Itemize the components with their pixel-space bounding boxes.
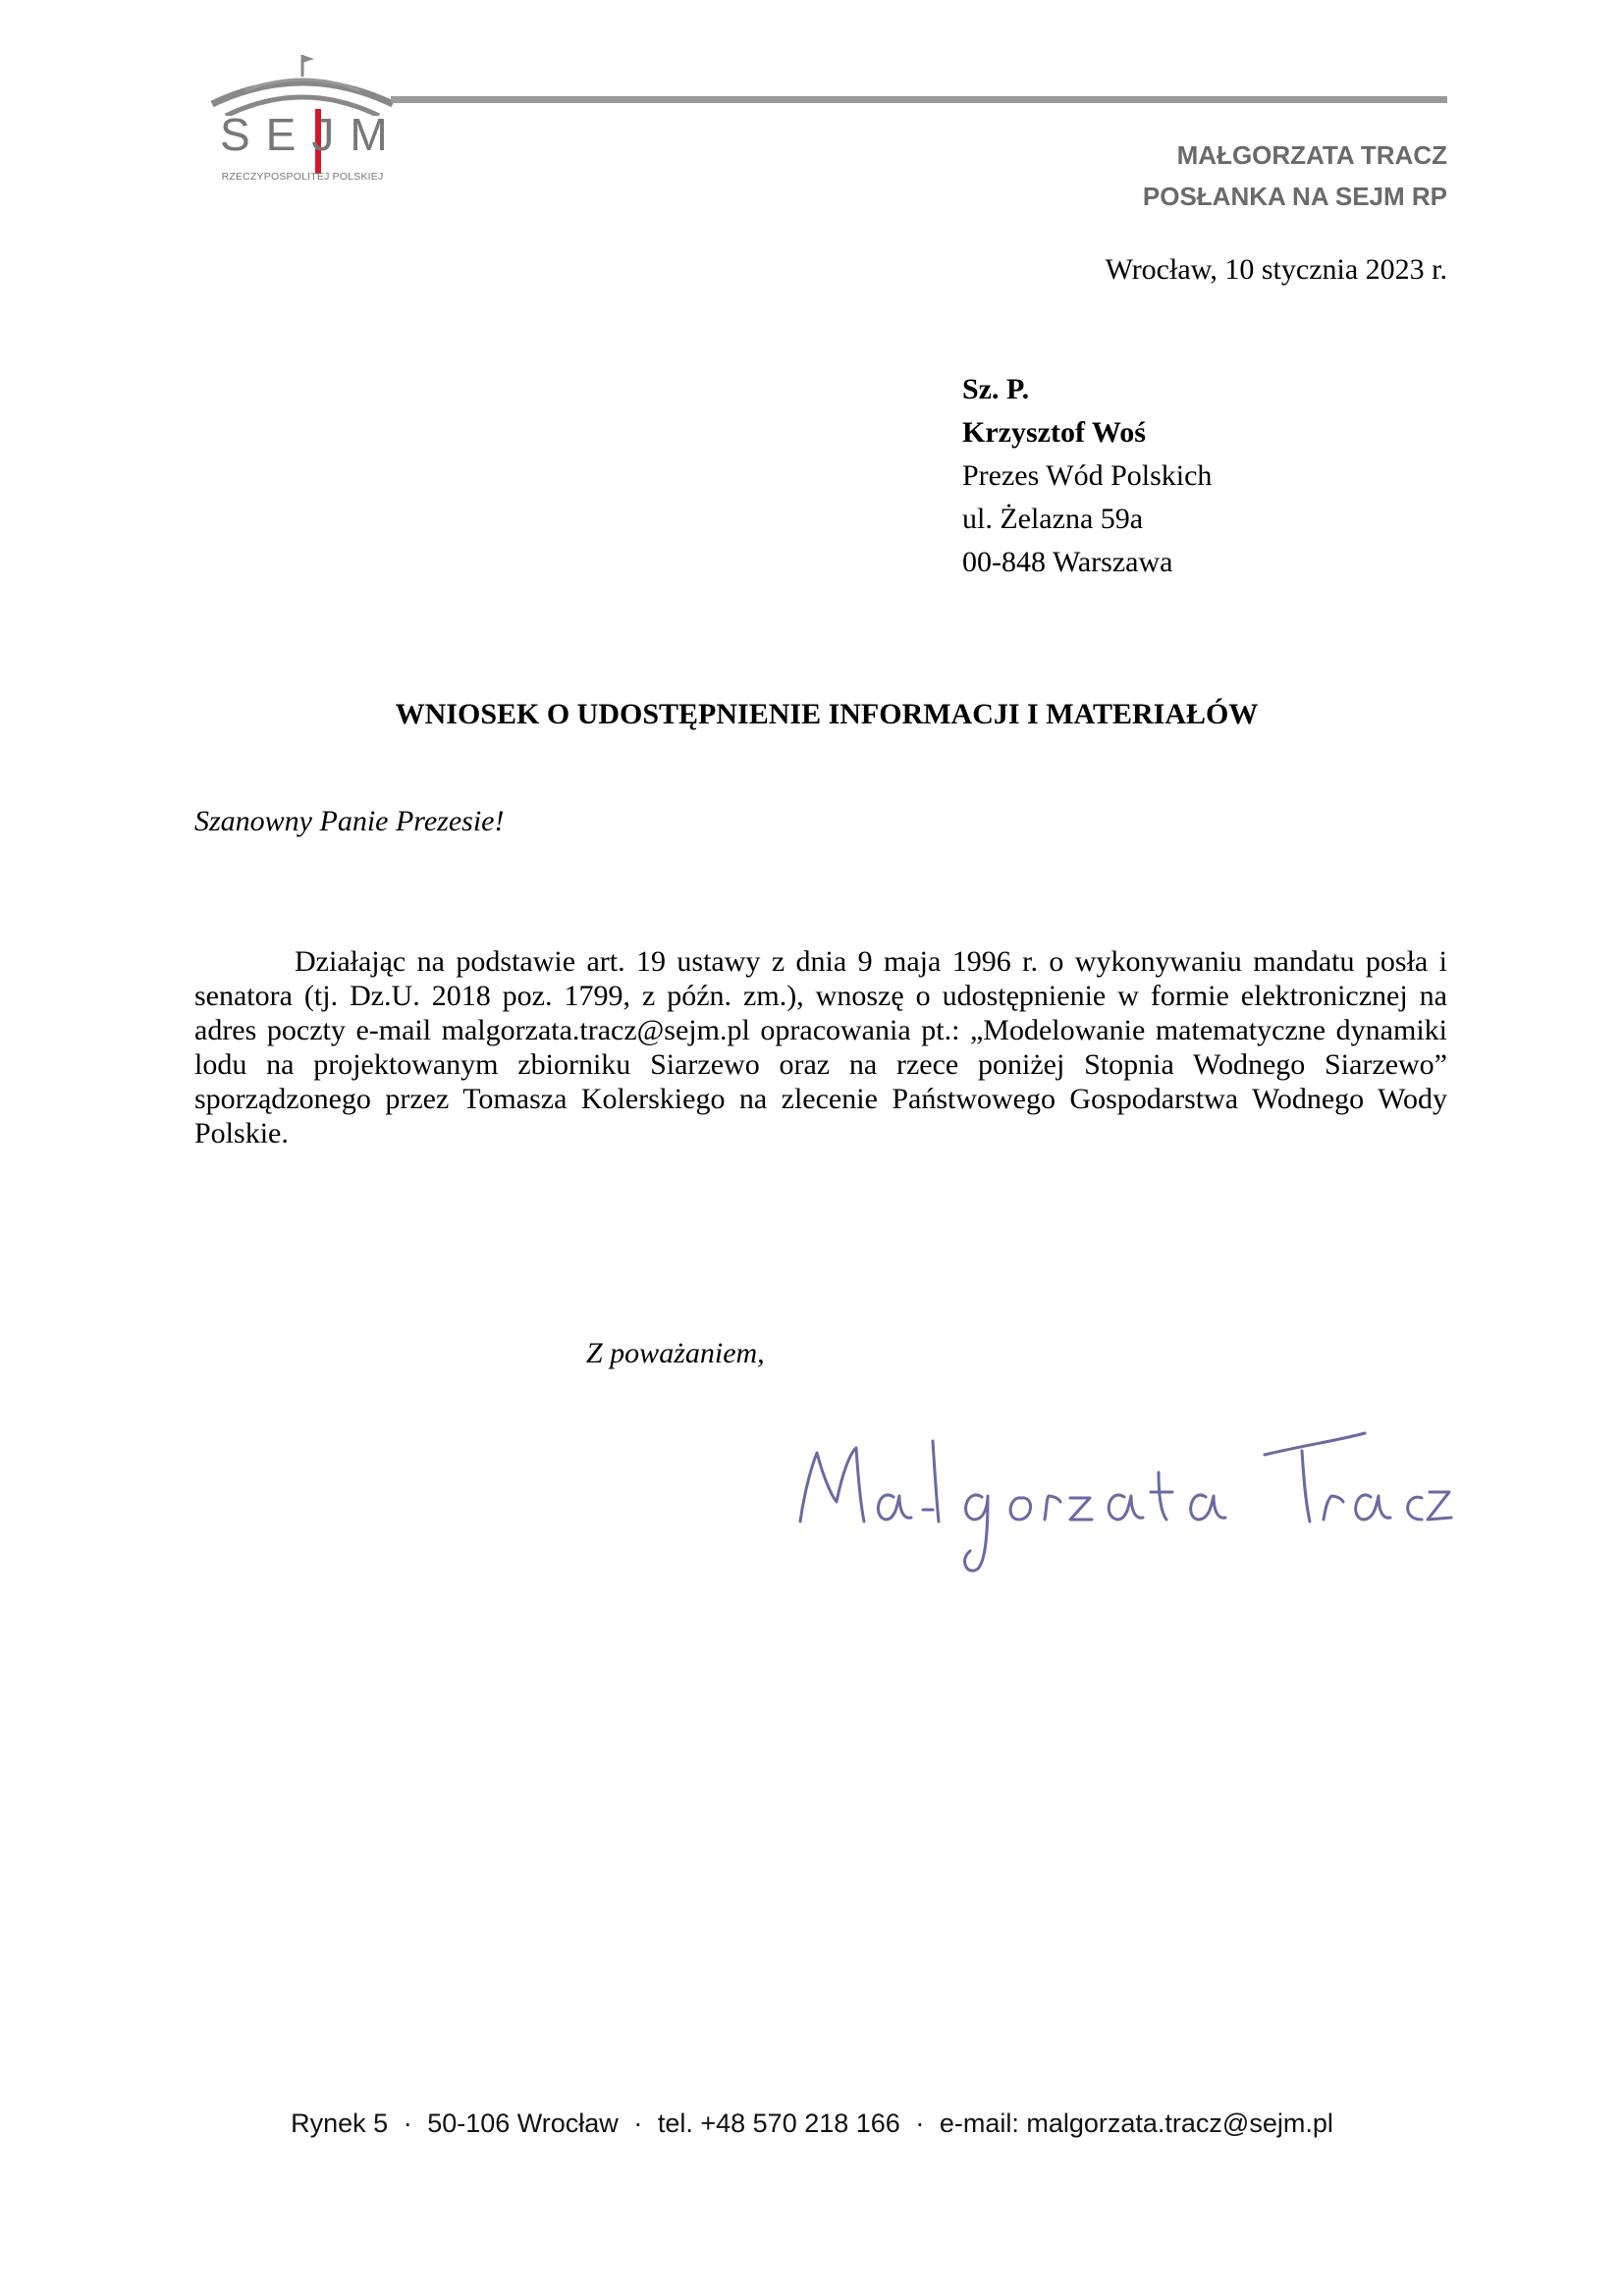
- recipient-prefix: Sz. P.: [962, 373, 1030, 405]
- recipient-name: Krzysztof Woś: [962, 416, 1146, 449]
- author-name: MAŁGORZATA TRACZ: [1176, 140, 1447, 170]
- footer-contact: [0, 2109, 1624, 2139]
- salutation: Szanowny Panie Prezesie!: [194, 805, 505, 837]
- footer-phone: tel. +48 570 218 166: [657, 2109, 900, 2138]
- author-block: [1143, 134, 1447, 217]
- author-title: POSŁANKA NA SEJM RP: [1142, 182, 1447, 211]
- header-divider: [391, 96, 1447, 103]
- letter-date: Wrocław, 10 stycznia 2023 r.: [1105, 253, 1447, 286]
- recipient-address: [962, 368, 1212, 584]
- footer-postal: 50-106 Wrocław: [427, 2109, 619, 2138]
- logo-subtitle: RZECZYPOSPOLITEJ POLSKIEJ: [221, 171, 384, 183]
- logo-text: SEJM: [220, 109, 404, 160]
- letter-title: WNIOSEK O UDOSTĘPNIENIE INFORMACJI I MATERIAŁÓW: [395, 698, 1259, 730]
- footer-separator: ·: [633, 2109, 643, 2138]
- footer-email: e-mail: malgorzata.tracz@sejm.pl: [939, 2109, 1333, 2138]
- recipient-street: ul. Żelazna 59a: [962, 503, 1144, 535]
- letter-body: Działając na podstawie art. 19 ustawy z dnia 9 maja 1996 r. o wykonywaniu mandatu posła i senatora (tj. Dz.U. 2018 poz. 1799, z późn. zm.), wnoszę o udostępnienie w formie elektronicznej na adres poczty e-mail malgorzata.tracz@sejm.pl opracowania pt.: „Modelowanie matematyczne dynamiki lodu na projektowanym zbiorniku Siarzewo oraz na rzece poniżej Stopnia Wodnego Siarzewo” sporządzonego przez Tomasza Kolerskiego na zlecenie Państwowego Gospodarstwa Wodnego Wody Polskie.: [194, 945, 1447, 1149]
- recipient-city: 00-848 Warszawa: [962, 546, 1173, 578]
- closing: Z poważaniem,: [586, 1337, 765, 1369]
- recipient-position: Prezes Wód Polskich: [962, 459, 1213, 492]
- footer-separator: ·: [915, 2109, 925, 2138]
- footer-address: Rynek 5: [291, 2109, 389, 2138]
- sejm-logo: [204, 47, 404, 194]
- handwritten-signature: [785, 1394, 1453, 1600]
- footer-separator: ·: [403, 2109, 412, 2138]
